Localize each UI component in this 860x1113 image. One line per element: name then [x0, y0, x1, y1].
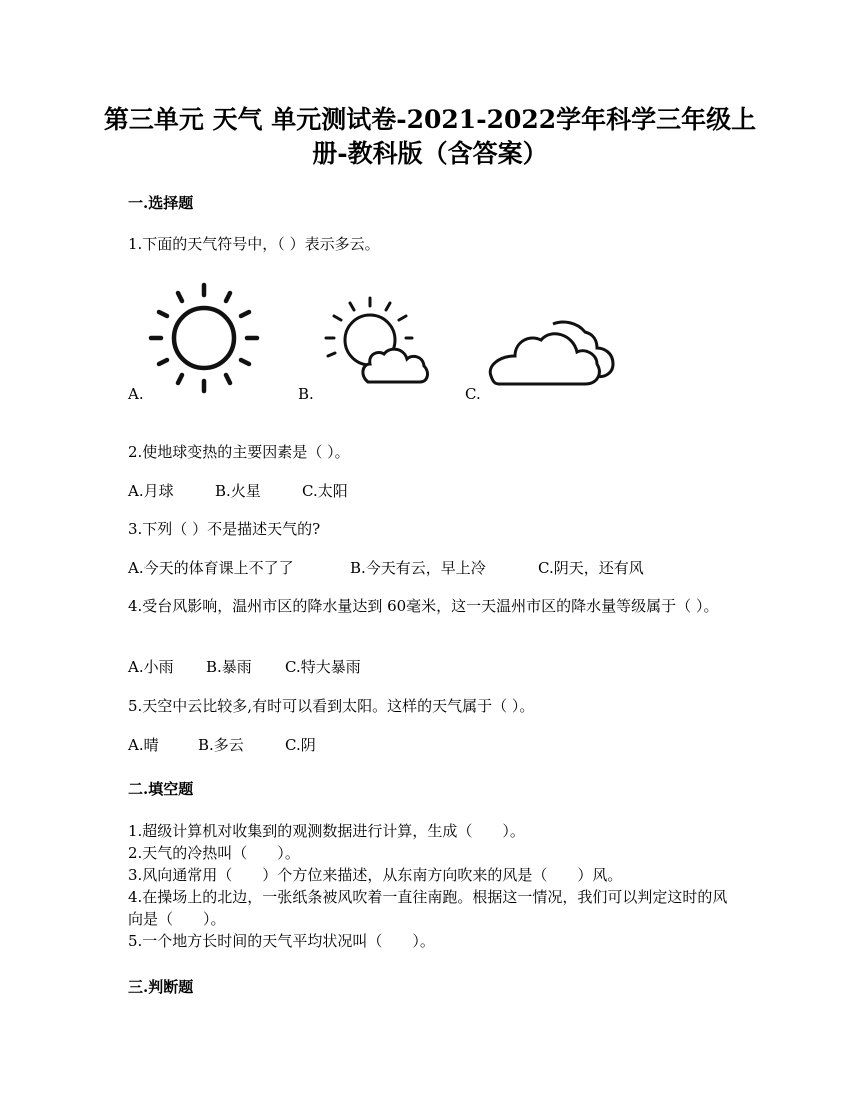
question-3: 3.下列（ ）不是描述天气的?	[128, 520, 321, 538]
section-heading-fill: 二.填空题	[128, 780, 194, 798]
q3-option-b: B.今天有云，早上冷	[350, 559, 486, 577]
fill-question-1: 1.超级计算机对收集到的观测数据进行计算，生成（ ）。	[128, 822, 525, 840]
q4-option-c: C.特大暴雨	[285, 658, 361, 676]
q3-option-a: A.今天的体育课上不了了	[128, 559, 294, 577]
q5-option-b: B.多云	[198, 736, 244, 754]
q1-option-a: A.	[128, 385, 144, 403]
q4-option-b: B.暴雨	[206, 658, 252, 676]
question-4: 4.受台风影响，温州市区的降水量达到 60毫米，这一天温州市区的降水量等级属于（ ）。	[128, 597, 719, 615]
q2-option-b: B.火星	[215, 482, 261, 500]
fill-question-5: 5.一个地方长时间的天气平均状况叫（ ）。	[128, 932, 435, 950]
page-title: 第三单元 天气 单元测试卷-2021-2022学年科学三年级上册-教科版（含答案）	[103, 105, 757, 168]
q1-option-b: B.	[298, 385, 314, 403]
cloudy-icon	[485, 318, 620, 388]
fill-question-list	[128, 820, 738, 952]
fill-question-3: 3.风向通常用（ ）个方位来描述，从东南方向吹来的风是（ ）风。	[128, 866, 623, 884]
section-heading-choice: 一.选择题	[128, 194, 194, 212]
q5-option-a: A.晴	[128, 736, 159, 754]
sun-icon	[148, 282, 260, 394]
q1-option-c: C.	[465, 385, 481, 403]
q3-option-c: C.阴天，还有风	[538, 559, 644, 577]
q2-option-c: C.太阳	[302, 482, 348, 500]
question-2: 2.使地球变热的主要因素是（ ）。	[128, 443, 350, 461]
question-1: 1.下面的天气符号中，（ ）表示多云。	[128, 235, 380, 253]
q4-option-a: A.小雨	[128, 658, 174, 676]
section-heading-judge: 三.判断题	[128, 978, 194, 996]
question-5: 5.天空中云比较多,有时可以看到太阳。这样的天气属于（ ）。	[128, 697, 535, 715]
fill-question-4: 4.在操场上的北边，一张纸条被风吹着一直往南跑。根据这一情况，我们可以判定这时的风向是（ ）。	[128, 888, 728, 928]
fill-question-2: 2.天气的冷热叫（ ）。	[128, 844, 300, 862]
q5-option-c: C.阴	[285, 736, 316, 754]
q2-option-a: A.月球	[128, 482, 174, 500]
partly-cloudy-icon	[320, 292, 430, 384]
